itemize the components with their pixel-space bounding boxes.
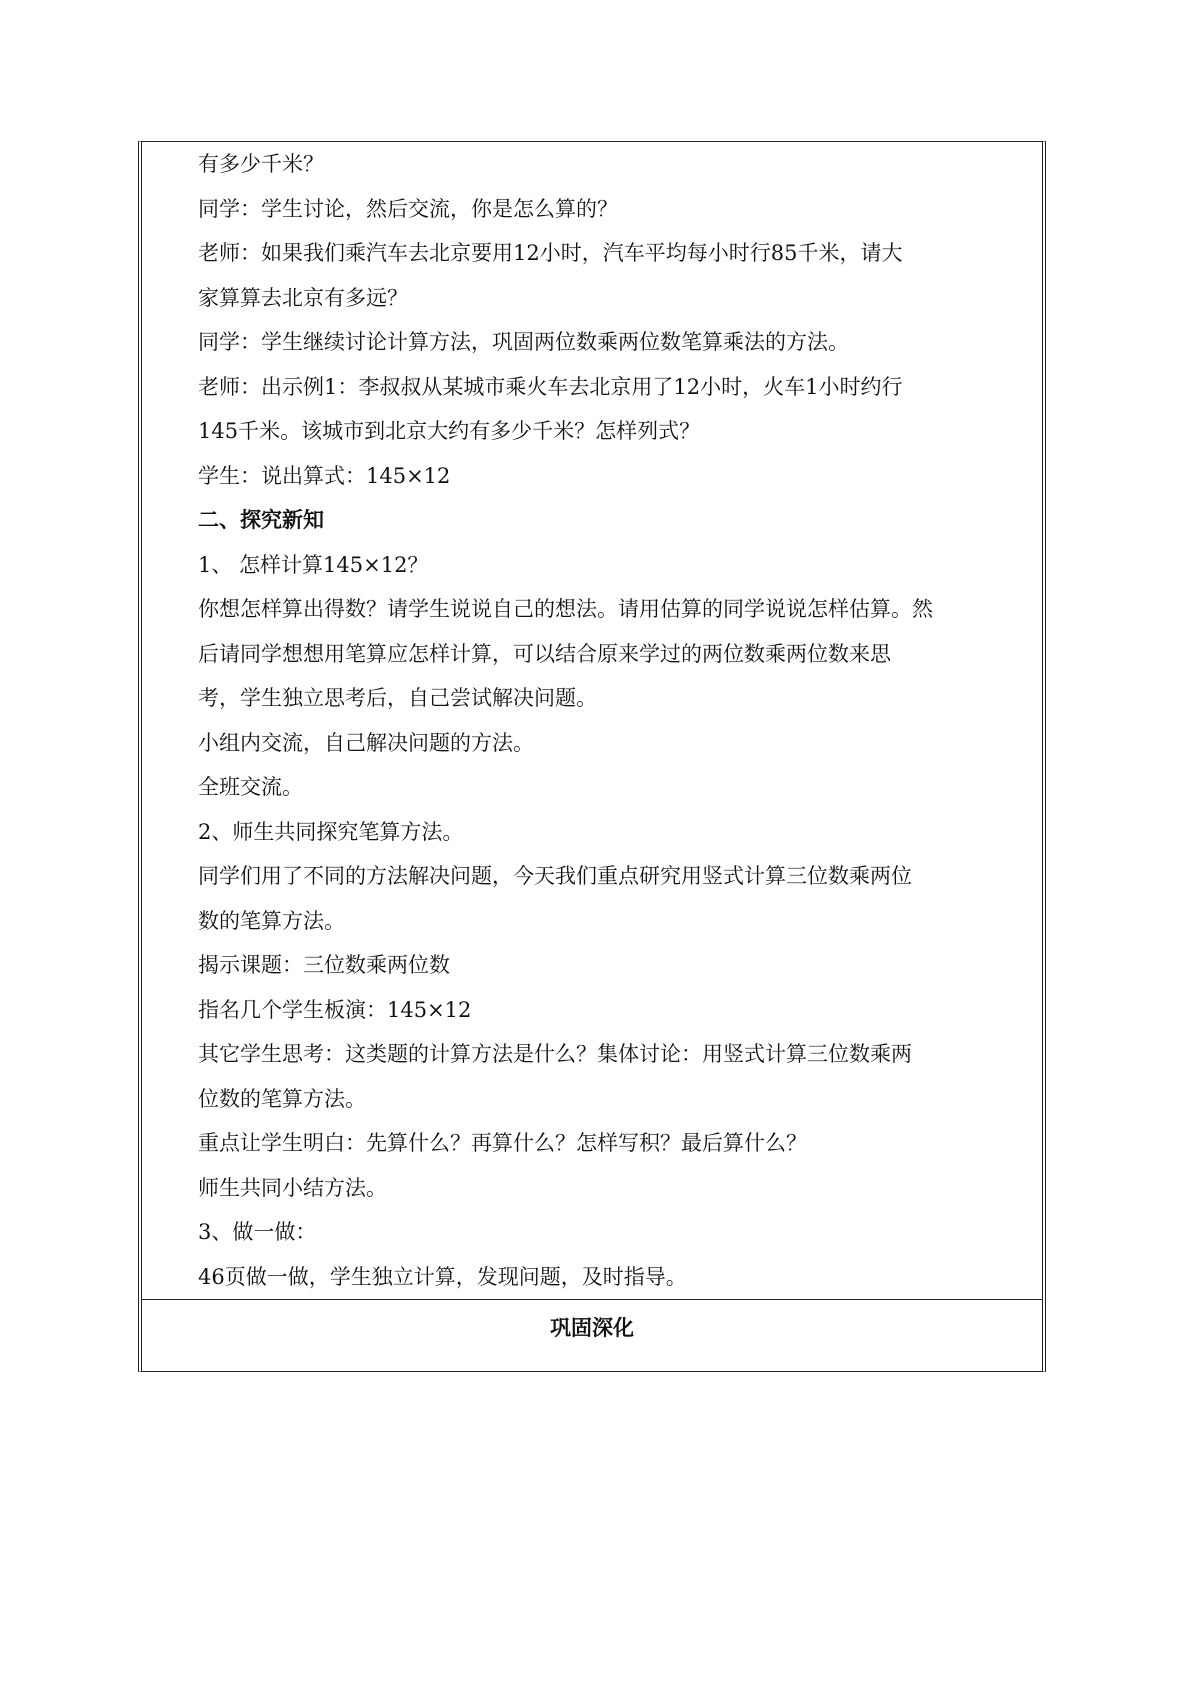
- text-lines: [198, 142, 1038, 1299]
- text-line: 老师：如果我们乘汽车去北京要用12小时，汽车平均每小时行85千米，请大: [198, 241, 903, 265]
- text-line: 全班交流。: [198, 775, 303, 799]
- section-heading: 巩固深化: [550, 1316, 634, 1340]
- text-line: 师生共同小结方法。: [198, 1175, 387, 1200]
- text-line: 揭示课题：三位数乘两位数: [198, 953, 450, 977]
- text-line: 1、 怎样计算145×12？: [198, 552, 429, 577]
- lesson-table: [138, 141, 1046, 1372]
- text-line: 考，学生独立思考后，自己尝试解决问题。: [198, 686, 597, 710]
- text-line: 家算算去北京有多远？: [198, 285, 408, 310]
- content-cell: [142, 142, 1042, 1299]
- section-title: 二、探究新知: [198, 508, 324, 532]
- text-line: 学生：说出算式：145×12: [198, 463, 451, 488]
- text-line: 2、师生共同探究笔算方法。: [198, 819, 464, 844]
- text-line: 老师：出示例1：李叔叔从某城市乘火车去北京用了12小时，火车1小时约行: [198, 374, 903, 399]
- text-line: 46页做一做，学生独立计算，发现问题，及时指导。: [198, 1264, 687, 1289]
- text-line: 后请同学想想用笔算应怎样计算，可以结合原来学过的两位数乘两位数来思: [198, 641, 891, 666]
- text-line: 其它学生思考：这类题的计算方法是什么？集体讨论：用竖式计算三位数乘两: [198, 1042, 912, 1066]
- text-line: 位数的笔算方法。: [198, 1086, 366, 1111]
- text-line: 你想怎样算出得数？请学生说说自己的想法。请用估算的同学说说怎样估算。然: [198, 597, 933, 621]
- section-heading-cell: [142, 1300, 1042, 1370]
- text-line: 同学们用了不同的方法解决问题，今天我们重点研究用竖式计算三位数乘两位: [198, 864, 912, 888]
- text-line: 小组内交流，自己解决问题的方法。: [198, 730, 534, 755]
- text-line: 同学：学生讨论，然后交流，你是怎么算的？: [198, 196, 618, 221]
- text-line: 3、做一做：: [198, 1220, 317, 1244]
- text-line: 145千米。该城市到北京大约有多少千米？怎样列式？: [198, 419, 701, 443]
- text-line: 同学：学生继续讨论计算方法，巩固两位数乘两位数笔算乘法的方法。: [198, 330, 849, 354]
- text-line: 数的笔算方法。: [198, 908, 345, 933]
- text-line: 重点让学生明白：先算什么？再算什么？怎样写积？最后算什么？: [198, 1131, 807, 1155]
- text-line: 指名几个学生板演：145×12: [198, 997, 472, 1022]
- text-line: 有多少千米？: [198, 152, 324, 176]
